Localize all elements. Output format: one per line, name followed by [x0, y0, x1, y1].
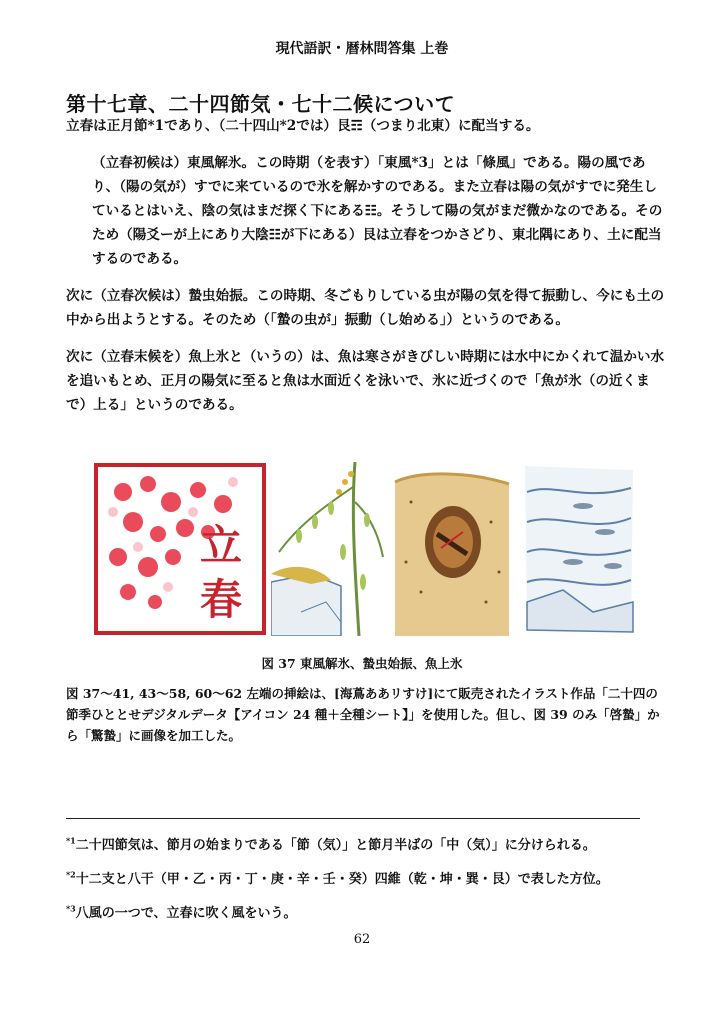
body-text [66, 114, 666, 417]
paragraph: 立春は正月節*1であり、（二十四山*2では）艮☶（つまり北東）に配当する。 [66, 118, 540, 134]
image-credit-note: 図 37～41, 43～58, 60～62 左端の挿絵は、[海蔦ああリすけ]にて販売されたイラスト作品「二十四の節季ひととせデジタルデータ【アイコン 24 種＋全種シート】」を使用した。但し、図 39 のみ「啓蟄」から「驚蟄」に画像を加工した。 [66, 686, 660, 743]
page-number: 62 [353, 932, 371, 947]
footnote-text: 二十四節気は、節月の始まりである「節（気）」と節月半ばの「中（気）」に分けられる。 [75, 838, 596, 853]
risshun-stamp-image [93, 462, 267, 636]
figure-caption: 図 37 東風解氷、蟄虫始振、魚上氷 [261, 656, 463, 671]
footnote-mark: *1 [66, 835, 76, 846]
paragraph: 次に（立春末候を）魚上氷と（いうの）は、魚は寒さがきびしい時期には水中にかくれて温かい水を追いもとめ、正月の陽気に至ると魚は水面近くを泳いで、氷に近づくので「魚が氷（の近くまで）上る」というのである。 [66, 349, 665, 413]
east-wind-melts-ice-image [271, 462, 385, 636]
footnote [66, 834, 666, 853]
insects-stir-image [391, 462, 513, 636]
paragraph: （立春初候は）東風解氷。この時期（を表す）「東風*3」とは「條風」である。陽の風であり、（陽の気が）すでに来ているので氷を解かすのである。また立春は陽の気がすでに発生しているとはいえ、陰の気はまだ探く下にある☷。そうして陽の気がまだ微かなのである。そのため（陽爻ーが上にあり大陰☷が下にある）艮は立春をつかさどり、東北隅にあり、土に配当するのである。 [92, 155, 663, 267]
footnote-text: 十二支と八干（甲・乙・丙・丁・庚・辛・壬・癸）四維（乾・坤・巽・艮）で表した方位。 [75, 872, 609, 887]
footnote [66, 868, 666, 887]
footnote-mark: *2 [66, 869, 76, 880]
stamp-char-1: 立 [199, 521, 243, 570]
footnote-divider [66, 818, 640, 819]
footnote [66, 902, 666, 921]
fish-rise-to-ice-image [523, 462, 635, 636]
chapter-title: 第十七章、二十四節気・七十二候について [66, 92, 456, 116]
footnote-text: 八風の一つで、立春に吹く風をいう。 [75, 906, 297, 921]
footnote-mark: *3 [66, 903, 76, 914]
figure-37 [93, 462, 633, 636]
stamp-char-2: 春 [199, 575, 243, 624]
paragraph: 次に（立春次候は）蟄虫始振。この時期、冬ごもりしている虫が陽の気を得て振動し、今にも土の中から出ようとする。そのため（「蟄の虫が」振動（し始める」）というのである。 [66, 288, 665, 328]
running-header: 現代語訳・暦林問答集 上巻 [275, 41, 449, 57]
